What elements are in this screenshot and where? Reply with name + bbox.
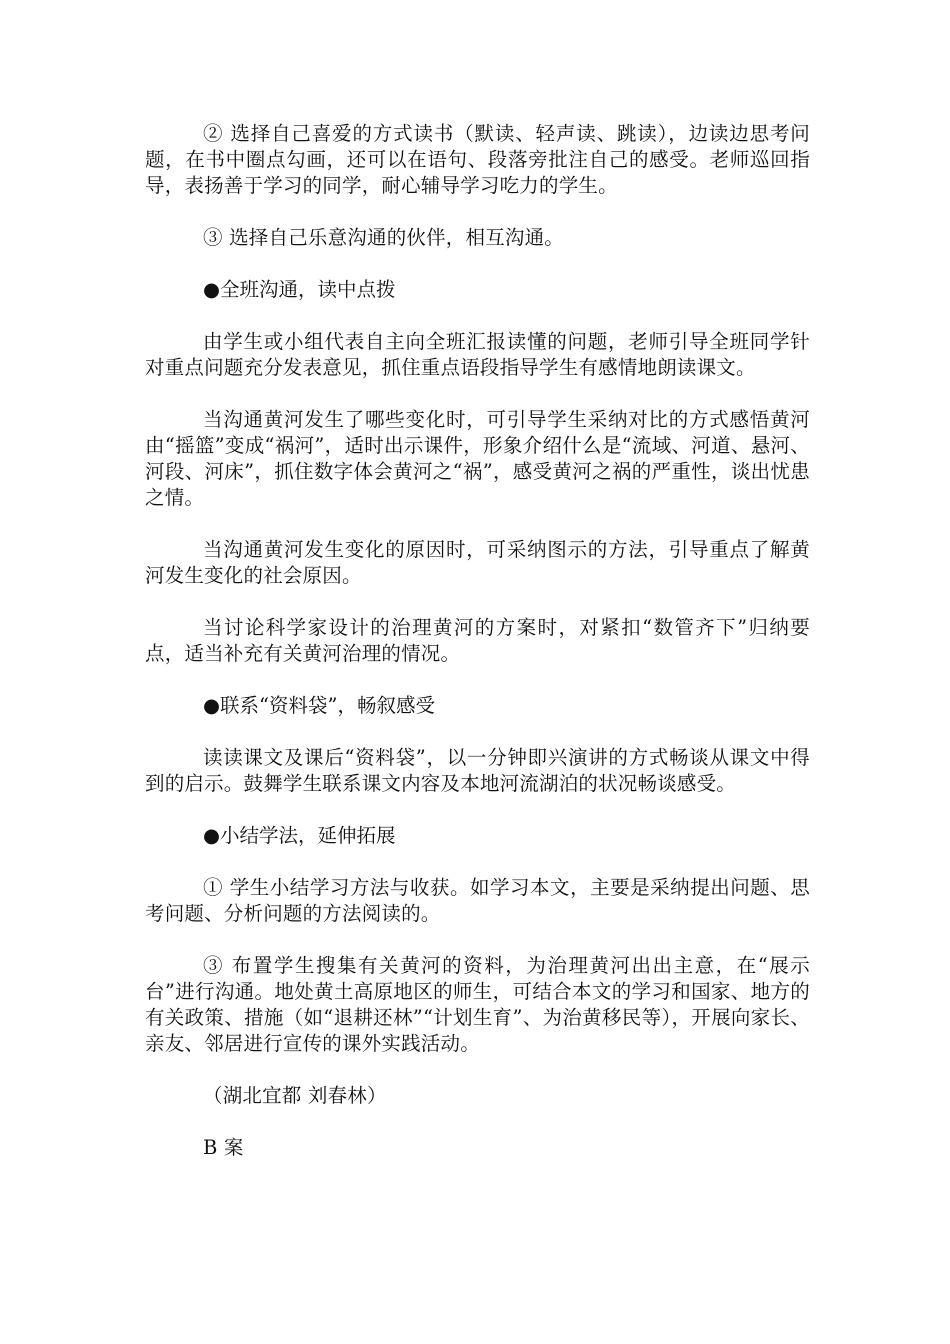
document-body [145, 121, 810, 1187]
paragraph-governance-plan: 当讨论科学家设计的治理黄河的方案时，对紧扣“数管齐下”归纳要点，适当补充有关黄河治理的情况。 [145, 616, 810, 665]
paragraph-group-report: 由学生或小组代表自主向全班汇报读懂的问题，老师引导全班同学针对重点问题充分发表意见，抓住重点语段指导学生有感情地朗读课文。 [145, 330, 810, 379]
section-heading-summary: ●小结学法，延伸拓展 [203, 824, 396, 847]
paragraph-reading-method: ② 选择自己喜爱的方式读书（默读、轻声读、跳读），边读边思考问题，在书中圈点勾画，还可以在语句、段落旁批注自己的感受。老师巡回指导，表扬善于学习的同学，耐心辅导学习吃力的学生。 [145, 122, 810, 197]
author-attribution: （湖北宜都 刘春林） [203, 1084, 387, 1107]
paragraph-homework-assignment: ③ 布置学生搜集有关黄河的资料，为治理黄河出出主意，在“展示台”进行沟通。地处黄土高原地区的师生，可结合本文的学习和国家、地方的有关政策、措施（如“退耕还林”“计划生育”、为治黄移民等），开展向家长、亲友、邻居进行宣传的课外实践活动。 [145, 954, 810, 1055]
paragraph-learning-summary: ① 学生小结学习方法与收获。如学习本文，主要是采纳提出问题、思考问题、分析问题的方法阅读的。 [145, 876, 810, 925]
plan-b-label: B 案 [203, 1136, 244, 1159]
paragraph-partner-communication: ③ 选择自己乐意沟通的伙伴，相互沟通。 [203, 226, 564, 249]
section-heading-resource-bag: ●联系“资料袋”，畅叙感受 [203, 694, 435, 717]
paragraph-yellow-river-changes: 当沟通黄河发生了哪些变化时，可引导学生采纳对比的方式感悟黄河由“摇篮”变成“祸河”，适时出示课件，形象介绍什么是“流域、河道、悬河、河段、河床”，抓住数字体会黄河之“祸”，感受黄河之祸的严重性，谈出忧患之情。 [145, 408, 810, 509]
section-heading-class-discussion: ●全班沟通，读中点拨 [203, 278, 396, 301]
paragraph-change-causes: 当沟通黄河发生变化的原因时，可采纳图示的方法，引导重点了解黄河发生变化的社会原因。 [145, 538, 810, 587]
paragraph-speech-activity: 读读课文及课后“资料袋”，以一分钟即兴演讲的方式畅谈从课文中得到的启示。鼓舞学生联系课文内容及本地河流湖泊的状况畅谈感受。 [145, 746, 810, 795]
